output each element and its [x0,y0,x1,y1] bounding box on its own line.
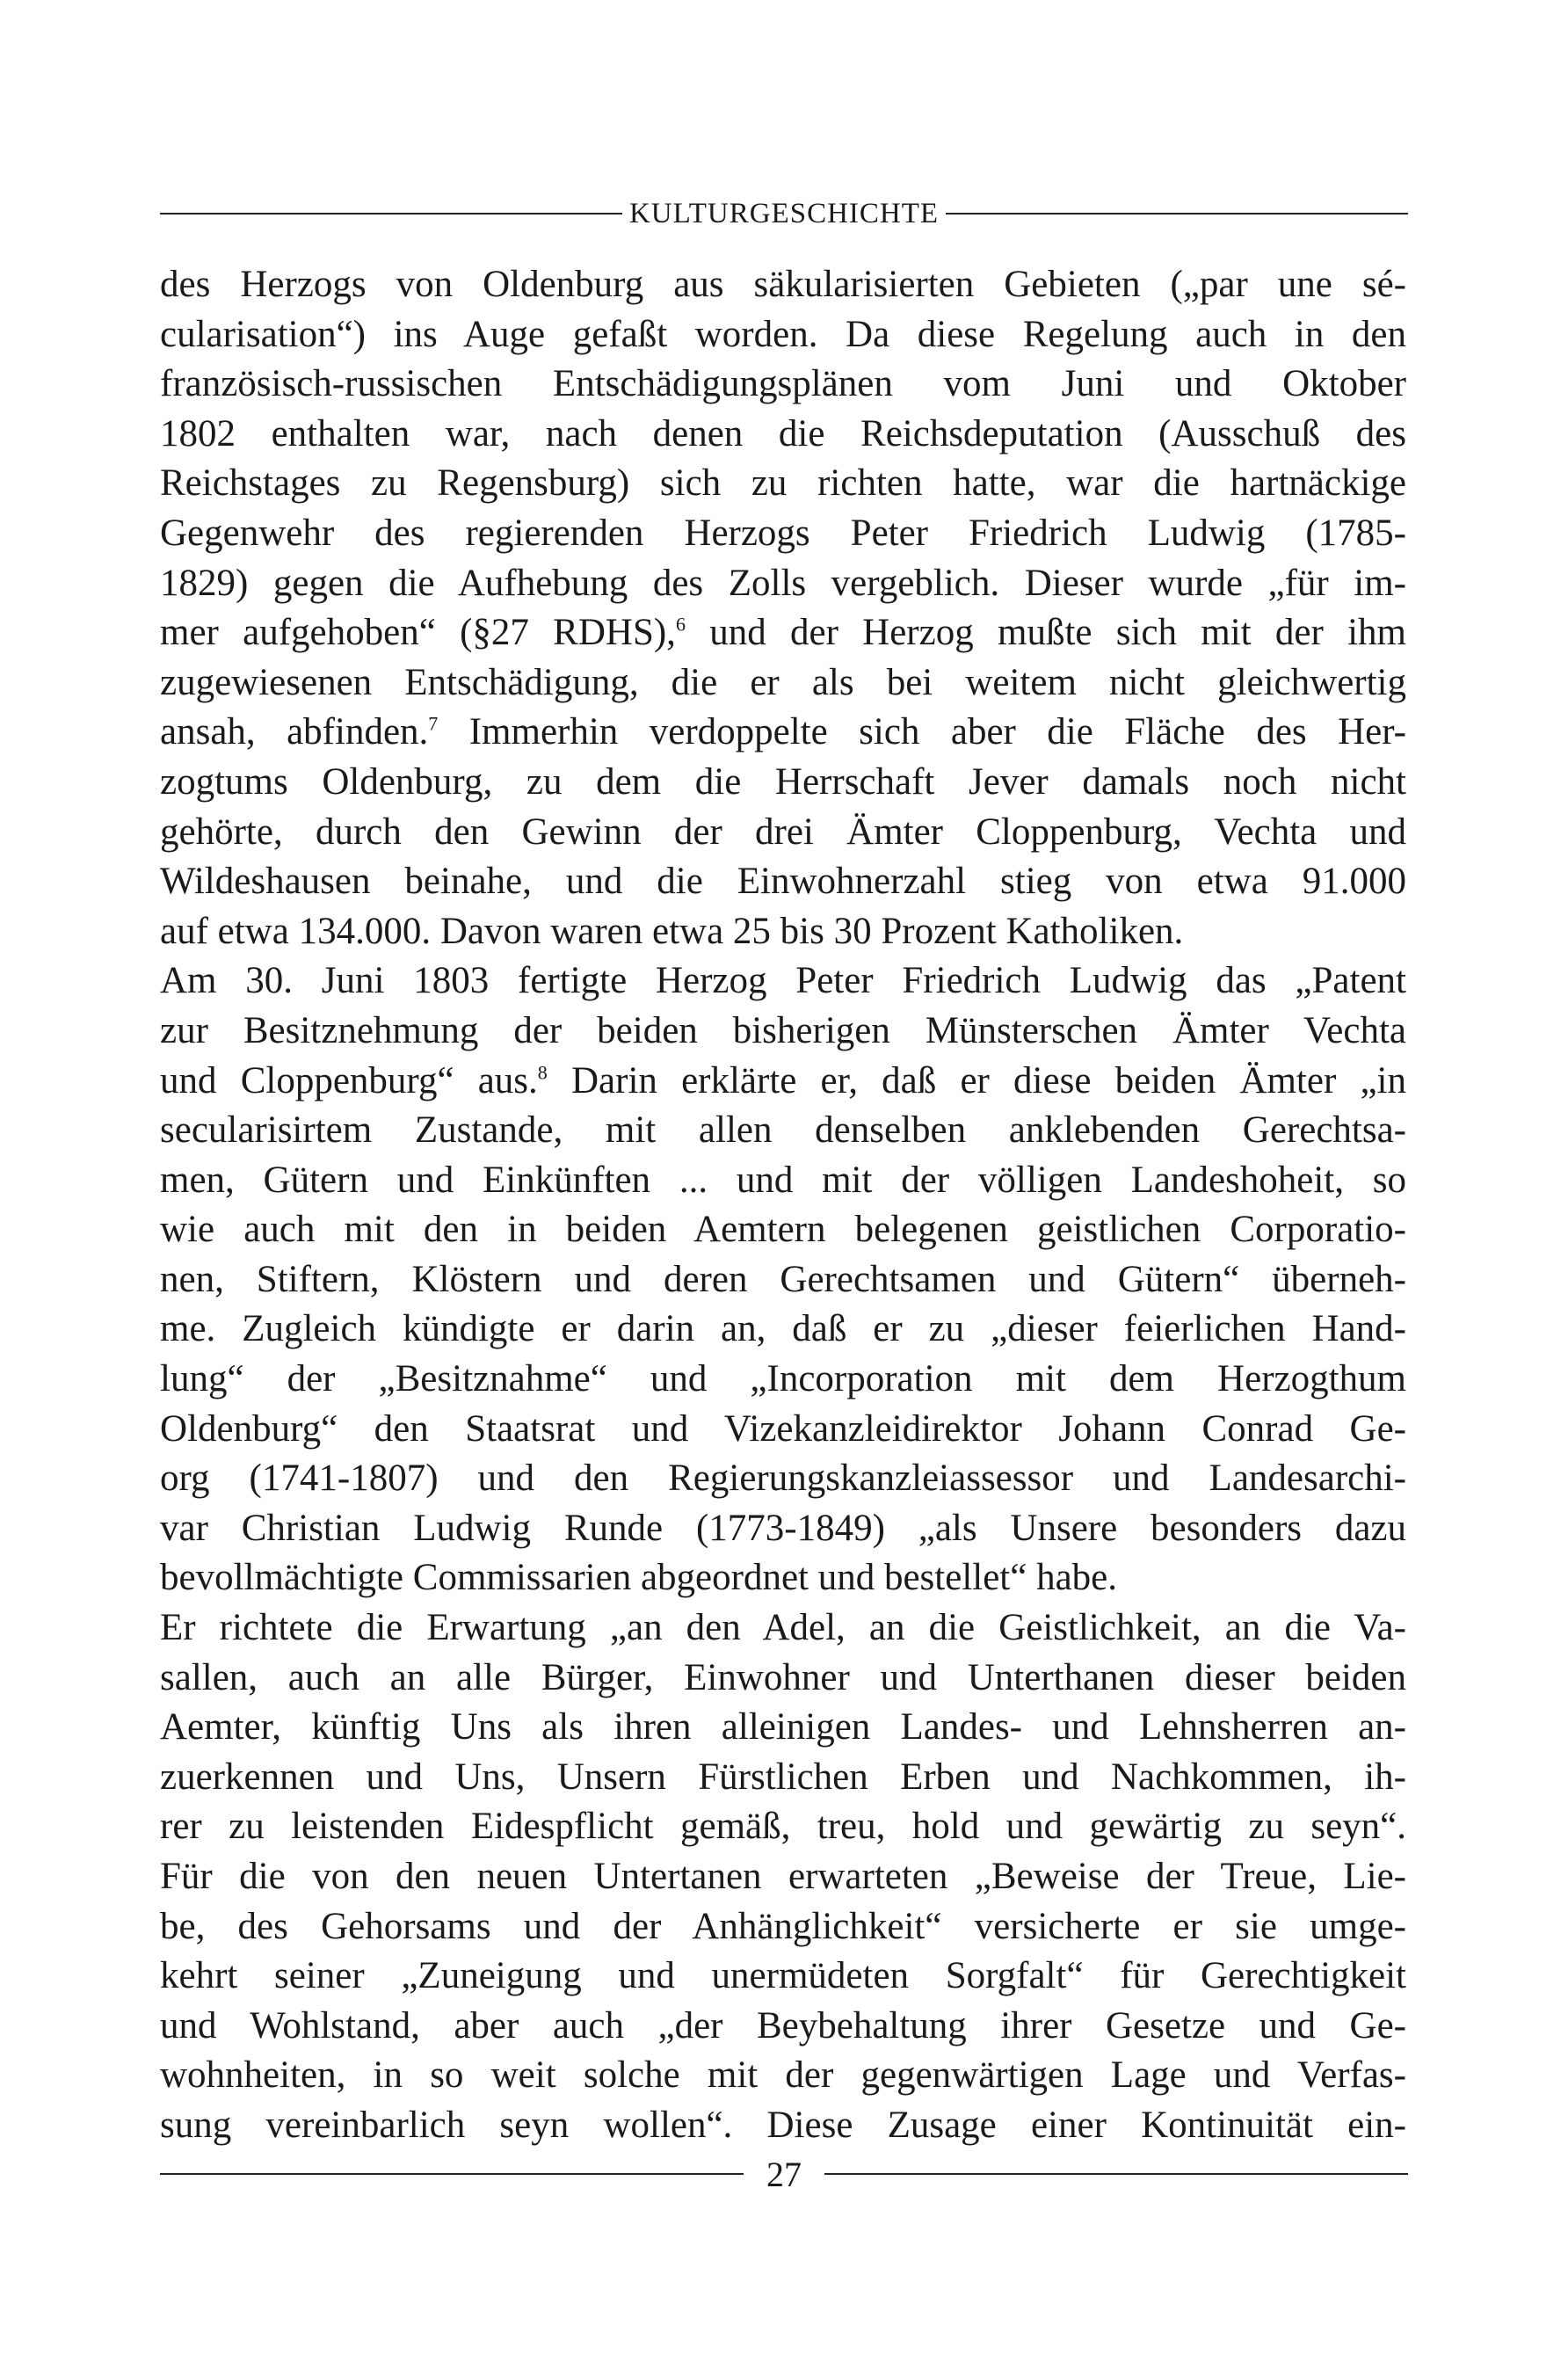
text-line [160,907,1406,957]
text-line [160,310,1406,360]
text-line-content: Am 30. Juni 1803 fertigte Herzog Peter Friedrich Ludwig das „Patent [160,960,1406,1002]
text-line [160,608,1406,658]
text-line-content: Er richtete die Erwartung „an den Adel, an die Geistlichkeit, an die Va- [160,1607,1406,1649]
footnote-marker: 6 [675,613,686,636]
text-line-content: zur Besitznehmung der beiden bisherigen Münsterschen Ämter Vechta [160,1009,1406,1051]
text-line-content: mer aufgehoben“ (§27 RDHS), [160,612,676,654]
text-line-content: Oldenburg“ den Staatsrat und Vizekanzleidirektor Johann Conrad Ge- [160,1407,1406,1450]
page-footer [160,2152,1408,2196]
text-line [160,1007,1406,1057]
running-header-title: KULTURGESCHICHTE [628,197,940,229]
text-line-content: sung vereinbarlich seyn wollen“. Diese Zusage einer Kontinuität ein- [160,2104,1406,2146]
text-line-content: nen, Stiftern, Klöstern und deren Gerechtsamen und Gütern“ überneh- [160,1258,1406,1300]
text-line-content: und Wohlstand, aber auch „der Beybehaltung ihrer Gesetze und Ge- [160,2004,1406,2046]
text-line [160,1205,1406,1255]
text-line-continuation: Darin erklärte er, daß er diese beiden Ämter „in [547,1059,1406,1101]
text-line-content: zogtums Oldenburg, zu dem die Herrschaft Jever damals noch nicht [160,760,1406,803]
text-line-content: Wildeshausen beinahe, und die Einwohnerzahl stieg von etwa 91.000 [160,861,1406,903]
text-line-content: und Cloppenburg“ aus. [160,1059,538,1101]
text-line-continuation: Immerhin verdoppelte sich aber die Fläche des Her- [438,711,1407,753]
text-line [160,1106,1406,1156]
text-line [160,1753,1406,1803]
text-line [160,1802,1406,1852]
text-line-content: me. Zugleich kündigte er darin an, daß er zu „dieser feierlichen Hand- [160,1308,1406,1350]
text-line-content: var Christian Ludwig Runde (1773-1849) „als Unsere besonders dazu [160,1507,1406,1549]
text-line-content: be, des Gehorsams und der Anhänglichkeit“ versicherte er sie umge- [160,1905,1406,1947]
text-line-content: zugewiesenen Entschädigung, die er als bei weitem nicht gleichwertig [160,661,1406,703]
text-line [160,1156,1406,1206]
text-line [160,1654,1406,1704]
running-header [160,192,1408,236]
text-line [160,2051,1406,2101]
text-line-content: gehörte, durch den Gewinn der drei Ämter Cloppenburg, Vechta und [160,811,1406,853]
text-line-content: Reichstages zu Regensburg) sich zu richten hatte, war die hartnäckige [160,462,1406,505]
text-line [160,1852,1406,1902]
text-line-continuation: und der Herzog mußte sich mit der ihm [685,612,1406,654]
text-line-content: Gegenwehr des regierenden Herzogs Peter Friedrich Ludwig (1785- [160,512,1406,554]
text-line [160,758,1406,808]
text-line [160,459,1406,509]
text-line-content: Für die von den neuen Untertanen erwarteten „Beweise der Treue, Lie- [160,1856,1406,1897]
text-line-content: rer zu leistenden Eidespflicht gemäß, treu, hold und gewärtig zu seyn“. [160,1806,1406,1848]
footer-rule-left [160,2173,744,2175]
text-line [160,2101,1406,2151]
footnote-marker: 8 [537,1061,548,1084]
text-line [160,956,1406,1007]
text-line-content: secularisirtem Zustande, mit allen denselben anklebenden Gerechtsa- [160,1109,1406,1152]
text-line-content: zuerkennen und Uns, Unsern Fürstlichen Erben und Nachkommen, ih- [160,1756,1406,1798]
text-line [160,1952,1406,2002]
text-line [160,1504,1406,1554]
text-line [160,808,1406,858]
text-line [160,1603,1406,1654]
text-line [160,1405,1406,1455]
text-line-content: wie auch mit den in beiden Aemtern belegenen geistlichen Corporatio- [160,1209,1406,1251]
page-number: 27 [766,2154,802,2194]
text-line [160,1305,1406,1355]
text-line [160,2002,1406,2052]
text-line-content: wohnheiten, in so weit solche mit der gegenwärtigen Lage und Verfas- [160,2054,1406,2097]
text-line [160,509,1406,559]
header-rule-left [160,213,622,214]
text-line [160,1454,1406,1504]
text-line-content: cularisation“) ins Auge gefaßt worden. Da diese Regelung auch in den [160,313,1406,355]
text-line-content: kehrt seiner „Zuneigung und unermüdeten Sorgfalt“ für Gerechtigkeit [160,1955,1406,1997]
text-line [160,1553,1406,1603]
footer-rule-right [824,2173,1408,2175]
text-line [160,857,1406,907]
body-text [160,260,1406,2151]
text-line [160,360,1406,410]
text-line [160,1355,1406,1405]
text-line [160,1703,1406,1753]
text-line [160,1902,1406,1952]
text-line-content: auf etwa 134.000. Davon waren etwa 25 bis 30 Prozent Katholiken. [160,910,1184,952]
text-line-content: lung“ der „Besitznahme“ und „Incorporation mit dem Herzogthum [160,1358,1406,1400]
text-line-content: men, Gütern und Einkünften ... und mit der völligen Landeshoheit, so [160,1159,1406,1201]
text-line-content: des Herzogs von Oldenburg aus säkularisierten Gebieten („par une sé- [160,264,1406,305]
text-line [160,658,1406,709]
text-line [160,260,1406,310]
text-line [160,1057,1406,1107]
text-line-content: Aemter, künftig Uns als ihren alleinigen Landes- und Lehnsherren an- [160,1706,1406,1748]
text-line-content: 1802 enthalten war, nach denen die Reichsdeputation (Ausschuß des [160,412,1406,454]
text-line [160,708,1406,758]
text-line-content: 1829) gegen die Aufhebung des Zolls vergeblich. Dieser wurde „für im- [160,562,1406,604]
text-line [160,559,1406,609]
text-line-content: org (1741-1807) und den Regierungskanzleiassessor und Landesarchi- [160,1458,1406,1500]
text-line-content: französisch-russischen Entschädigungsplänen vom Juni und Oktober [160,363,1406,405]
text-line-content: bevollmächtigte Commissarien abgeordnet und bestellet“ habe. [160,1557,1118,1599]
text-line-content: ansah, abfinden. [160,711,429,753]
text-line-content: sallen, auch an alle Bürger, Einwohner und Unterthanen dieser beiden [160,1656,1406,1698]
text-line [160,1255,1406,1305]
text-line [160,410,1406,460]
header-rule-right [946,213,1408,214]
footnote-marker: 7 [428,713,439,736]
